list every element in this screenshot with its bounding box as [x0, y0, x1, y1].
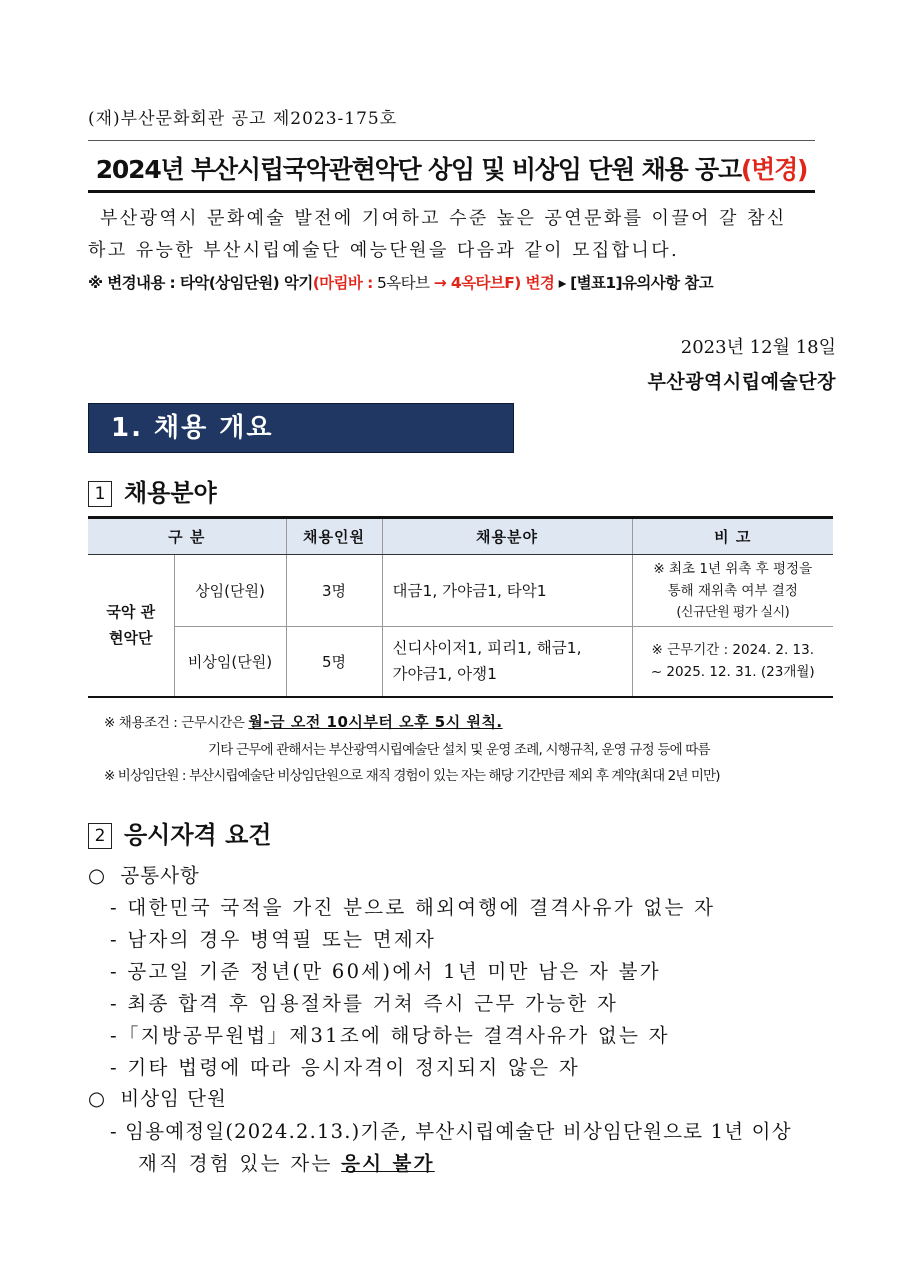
intro-line: 부산광역시 문화예술 발전에 기여하고 수준 높은 공연문화를 이끌어 갈 참신 — [100, 208, 787, 229]
column-header: 비 고 — [632, 518, 833, 555]
table-row — [88, 627, 833, 697]
list-heading: ○ 비상임 단원 — [88, 1087, 227, 1110]
field-cell: 신디사이저1, 피리1, 해금1, 가야금1, 아쟁1 — [382, 627, 632, 697]
column-header: 채용인원 — [286, 518, 382, 555]
note-cell: ※ 최초 1년 위촉 후 평정을 통해 재위촉 여부 결정 (신규단원 평가 실시) — [632, 555, 833, 627]
notice-number: (재)부산문화회관 공고 제2023-175호 — [88, 109, 398, 129]
list-item: -「지방공무원법」제31조에 해당하는 결격사유가 없는 자 — [110, 1024, 670, 1047]
condition-line: ※ 비상임단원 : 부산시립예술단 비상임단원으로 재직 경험이 있는 자는 해당 기간만큼 제외 후 계약(최대 2년 미만) — [104, 768, 720, 784]
table-header-row — [88, 518, 833, 555]
condition-line: 기타 근무에 관해서는 부산광역시립예술단 설치 및 운영 조례, 시행규칙, 운영 규정 등에 따름 — [208, 742, 710, 758]
list-heading: ○ 공통사항 — [88, 864, 200, 887]
list-item: - 기타 법령에 따라 응시자격이 정지되지 않은 자 — [110, 1056, 580, 1079]
list-item: - 공고일 기준 정년(만 60세)에서 1년 미만 남은 자 불가 — [110, 960, 661, 983]
circle-icon: ○ — [88, 864, 107, 887]
count-cell: 5명 — [286, 627, 382, 697]
recruitment-table — [88, 516, 833, 698]
change-marimba: (마림바 : — [312, 274, 373, 292]
column-header: 구 분 — [88, 518, 286, 555]
list-item: - 최종 합격 후 임용절차를 거쳐 즉시 근무 가능한 자 — [110, 992, 619, 1015]
table-row — [88, 555, 833, 627]
list-item: - 남자의 경우 병역필 또는 면제자 — [110, 928, 437, 951]
type-cell: 비상임(단원) — [174, 627, 286, 697]
count-cell: 3명 — [286, 555, 382, 627]
column-header: 채용분야 — [382, 518, 632, 555]
note-cell: ※ 근무기간 : 2024. 2. 13. ~ 2025. 12. 31. (23개월) — [632, 627, 833, 697]
notice-date: 2023년 12월 18일 — [680, 337, 836, 358]
group-cell: 국악 관현악단 — [88, 555, 174, 697]
intro-line: 하고 유능한 부산시립예술단 예능단원을 다음과 같이 모집합니다. — [88, 240, 680, 261]
change-reference: [별표1]유의사항 참고 — [570, 274, 714, 292]
change-note — [88, 271, 713, 293]
list-item: 재직 경험 있는 자는 응시 불가 — [138, 1152, 435, 1175]
field-cell: 대금1, 가야금1, 타악1 — [382, 555, 632, 627]
top-divider — [88, 140, 815, 141]
change-prefix: ※ 변경내용 : 타악(상임단원) 악기 — [88, 274, 313, 292]
condition-line: ※ 채용조건 : 근무시간은 월-금 오전 10시부터 오후 5시 원칙. — [104, 713, 503, 731]
intro-paragraph — [88, 203, 836, 267]
type-cell: 상임(단원) — [174, 555, 286, 627]
section-heading: 1. 채용 개요 — [88, 403, 514, 453]
subsection-heading — [88, 473, 217, 508]
number-box: 1 — [88, 481, 112, 507]
change-from: 5옥타브 — [372, 274, 434, 292]
subsection-title: 응시자격 요건 — [124, 821, 272, 849]
number-box: 2 — [88, 823, 112, 849]
circle-icon: ○ — [88, 1087, 107, 1110]
list-item: - 대한민국 국적을 가진 분으로 해외여행에 결격사유가 없는 자 — [110, 896, 716, 919]
page-title — [88, 150, 815, 186]
title-main: 2024년 부산시립국악관현악단 상임 및 비상임 단원 채용 공고 — [95, 155, 741, 184]
change-to: → 4옥타브F) 변경 — [433, 274, 555, 292]
list-item: - 임용예정일(2024.2.13.)기준, 부산시립예술단 비상임단원으로 1년 이상 — [110, 1120, 792, 1143]
issuer: 부산광역시립예술단장 — [647, 371, 836, 393]
subsection-title: 채용분야 — [124, 479, 217, 507]
title-change-mark: (변경) — [740, 155, 808, 184]
title-divider — [88, 190, 815, 193]
subsection-heading — [88, 815, 271, 850]
arrow-icon: ▸ — [554, 274, 571, 292]
